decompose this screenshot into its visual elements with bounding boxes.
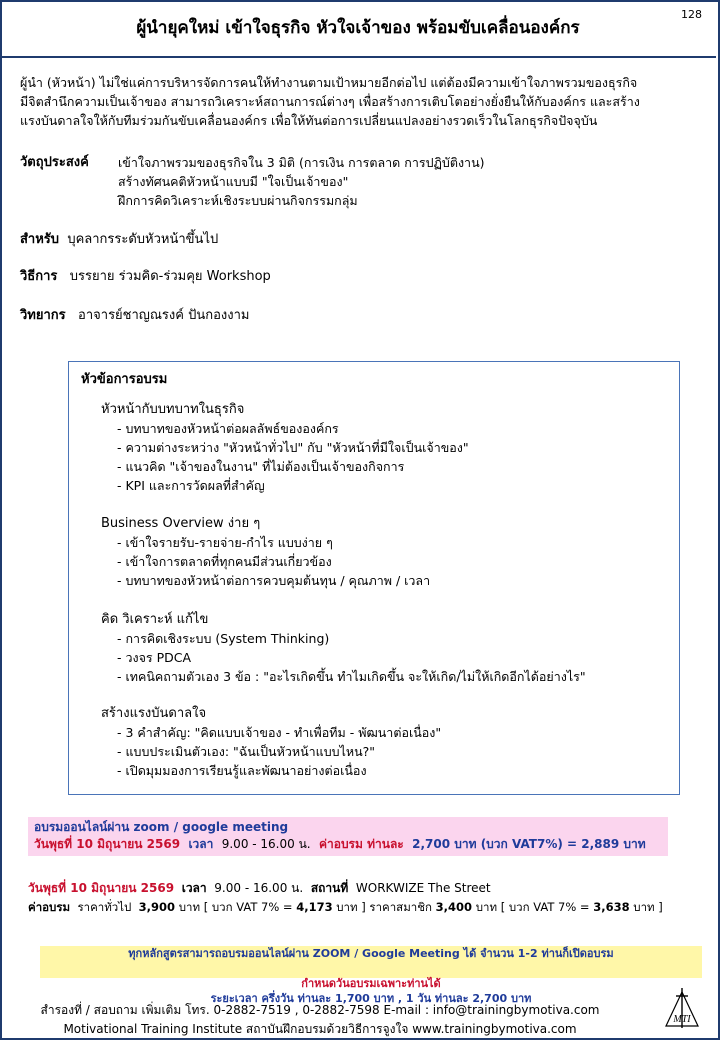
objectives-row	[20, 153, 89, 172]
footer-org: Motivational Training Institute สถาบันฝึกอบรมด้วยวิธีการจูงใจ www.trainingbymotiva.com	[63, 1022, 577, 1036]
online-fee-label: ค่าอบรม ท่านละ	[318, 837, 404, 851]
topic-item: - เข้าใจรายรับ-รายจ่าย-กำไร แบบง่าย ๆ	[117, 535, 333, 550]
unit: บาท	[475, 900, 498, 914]
topic-section	[101, 610, 586, 686]
target-row	[20, 230, 218, 249]
member-vat-price: 3,638	[593, 900, 630, 914]
online-note	[40, 946, 702, 1005]
objectives-label: วัตถุประสงค์	[20, 155, 89, 170]
trainer-row	[20, 306, 249, 325]
online-date: วันพุธที่ 10 มิถุนายน 2569	[34, 837, 181, 851]
onsite-schedule	[28, 879, 491, 897]
onsite-time: 9.00 - 16.00 น.	[214, 881, 304, 895]
online-time: 9.00 - 16.00 น.	[221, 837, 311, 851]
topics-title: หัวข้อการอบรม	[81, 372, 168, 387]
target-label: สำหรับ	[20, 232, 60, 247]
topic-item: - แนวคิด "เจ้าของในงาน" ที่ไม่ต้องเป็นเจ้าของกิจการ	[117, 459, 405, 474]
target-value: บุคลากรระดับหัวหน้าขึ้นไป	[67, 232, 219, 247]
topic-item: - 3 คำสำคัญ: "คิดแบบเจ้าของ - ทำเพื่อทีม - พัฒนาต่อเนื่อง"	[117, 725, 442, 740]
objectives-list	[118, 153, 485, 210]
method-value: บรรยาย ร่วมคิด-ร่วมคุย Workshop	[69, 269, 271, 284]
general-price: 3,900	[138, 900, 176, 914]
note-line-1-text: ทุกหลักสูตรสามารถอบรมออนไลน์ผ่าน ZOOM / Google Meeting ได้ จำนวน 1-2 ท่านก็เปิดอบรม	[128, 947, 614, 960]
onsite-time-label: เวลา	[181, 881, 207, 895]
onsite-date: วันพุธที่ 10 มิถุนายน 2569	[28, 881, 175, 895]
trainer-label: วิทยากร	[20, 308, 66, 323]
vat-close: บาท ]	[336, 900, 366, 914]
section-heading: หัวหน้ากับบทบาทในธุรกิจ	[101, 402, 245, 417]
vat-close: บาท ]	[633, 900, 663, 914]
mti-logo	[662, 988, 702, 1030]
topic-item: - เทคนิคถามตัวเอง 3 ข้อ : "อะไรเกิดขึ้น ทำไมเกิดขึ้น จะให้เกิด/ไม่ให้เกิดอีกได้อย่างไร"	[117, 669, 586, 684]
topic-item: - วงจร PDCA	[117, 650, 192, 665]
general-vat-price: 4,173	[296, 900, 333, 914]
topic-item: - การคิดเชิงระบบ (System Thinking)	[117, 631, 330, 646]
intro-line: แรงบันดาลใจให้กับทีมร่วมกันขับเคลื่อนองค์กร เพื่อให้ทันต่อการเปลี่ยนแปลงอย่างรวดเร็วในโลกธุรกิจปัจจุบัน	[20, 113, 598, 128]
online-time-label: เวลา	[188, 837, 214, 851]
topic-item: - เข้าใจการตลาดที่ทุกคนมีส่วนเกี่ยวข้อง	[117, 554, 332, 569]
page-title: ผู้นำยุคใหม่ เข้าใจธุรกิจ หัวใจเจ้าของ พร้อมขับเคลื่อนองค์กร	[136, 18, 580, 38]
topic-section	[101, 704, 441, 780]
venue-value: WORKWIZE The Street	[355, 881, 491, 895]
footer-contact: สำรองที่ / สอบถาม เพิ่มเติม โทร. 0-2882-7519 , 0-2882-7598 E-mail : info@trainingbymotiva.com	[40, 1003, 600, 1017]
online-fee: 2,700 บาท (บวก VAT7%) = 2,889 บาท	[412, 837, 646, 851]
online-title: อบรมออนไลน์ผ่าน zoom / google meeting	[34, 820, 289, 834]
header	[0, 0, 716, 58]
general-label: ราคาทั่วไป	[77, 900, 132, 914]
online-details	[34, 836, 646, 853]
onsite-fees	[28, 898, 663, 916]
page-number: 128	[681, 8, 702, 21]
section-heading: Business Overview ง่าย ๆ	[101, 516, 261, 531]
topic-item: - KPI และการวัดผลที่สำคัญ	[117, 478, 265, 493]
unit: บาท	[178, 900, 201, 914]
method-label: วิธีการ	[20, 269, 58, 284]
section-heading: คิด วิเคราะห์ แก้ไข	[101, 612, 209, 627]
topic-item: - บทบาทของหัวหน้าต่อผลลัพธ์ขององค์กร	[117, 421, 339, 436]
objective-item: เข้าใจภาพรวมของธุรกิจใน 3 มิติ (การเงิน การตลาด การปฏิบัติงาน)	[118, 155, 485, 170]
online-banner	[28, 817, 668, 856]
topic-item: - เปิดมุมมองการเรียนรู้และพัฒนาอย่างต่อเนื่อง	[117, 763, 367, 778]
vat-open: [ บวก VAT 7% =	[500, 900, 590, 914]
intro-paragraph	[20, 73, 704, 130]
intro-line: ผู้นำ (หัวหน้า) ไม่ใช่แค่การบริหารจัดการคนให้ทำงานตามเป้าหมายอีกต่อไป แต่ต้องมีความเข้าใจภาพรวมของธุรกิจ	[20, 75, 638, 90]
member-price: 3,400	[435, 900, 473, 914]
member-label: ราคาสมาชิก	[369, 900, 433, 914]
topic-item: - ความต่างระหว่าง "หัวหน้าทั่วไป" กับ "หัวหน้าที่มีใจเป็นเจ้าของ"	[117, 440, 469, 455]
vat-open: [ บวก VAT 7% =	[203, 900, 293, 914]
objective-item: ฝึกการคิดวิเคราะห์เชิงระบบผ่านกิจกรรมกลุ่ม	[118, 193, 358, 208]
topics-box	[68, 361, 680, 795]
note-line-1-highlight: กำหนดวันอบรมเฉพาะท่านได้	[301, 977, 441, 990]
objective-item: สร้างทัศนคติหัวหน้าแบบมี "ใจเป็นเจ้าของ"	[118, 174, 349, 189]
fee-label: ค่าอบรม	[28, 900, 71, 914]
note-line-1	[40, 946, 702, 991]
topic-section	[101, 514, 430, 590]
note-line-2: ระยะเวลา ครึ่งวัน ท่านละ 1,700 บาท , 1 วัน ท่านละ 2,700 บาท	[210, 992, 532, 1005]
method-row	[20, 267, 271, 286]
intro-line: มีจิตสำนึกความเป็นเจ้าของ สามารถวิเคราะห์สถานการณ์ต่างๆ เพื่อสร้างการเติบโตอย่างยั่งยืนให้กับองค์กร และสร้าง	[20, 94, 640, 109]
trainer-value: อาจารย์ชาญณรงค์ ปันกองงาม	[78, 308, 250, 323]
section-heading: สร้างแรงบันดาลใจ	[101, 706, 207, 721]
topic-section	[101, 400, 469, 495]
logo-text: MTI	[673, 1014, 691, 1025]
venue-label: สถานที่	[310, 881, 349, 895]
topic-item: - แบบประเมินตัวเอง: "ฉันเป็นหัวหน้าแบบไหน?"	[117, 744, 376, 759]
topic-item: - บทบาทของหัวหน้าต่อการควบคุมต้นทุน / คุณภาพ / เวลา	[117, 573, 431, 588]
mti-logo-icon	[662, 988, 702, 1030]
